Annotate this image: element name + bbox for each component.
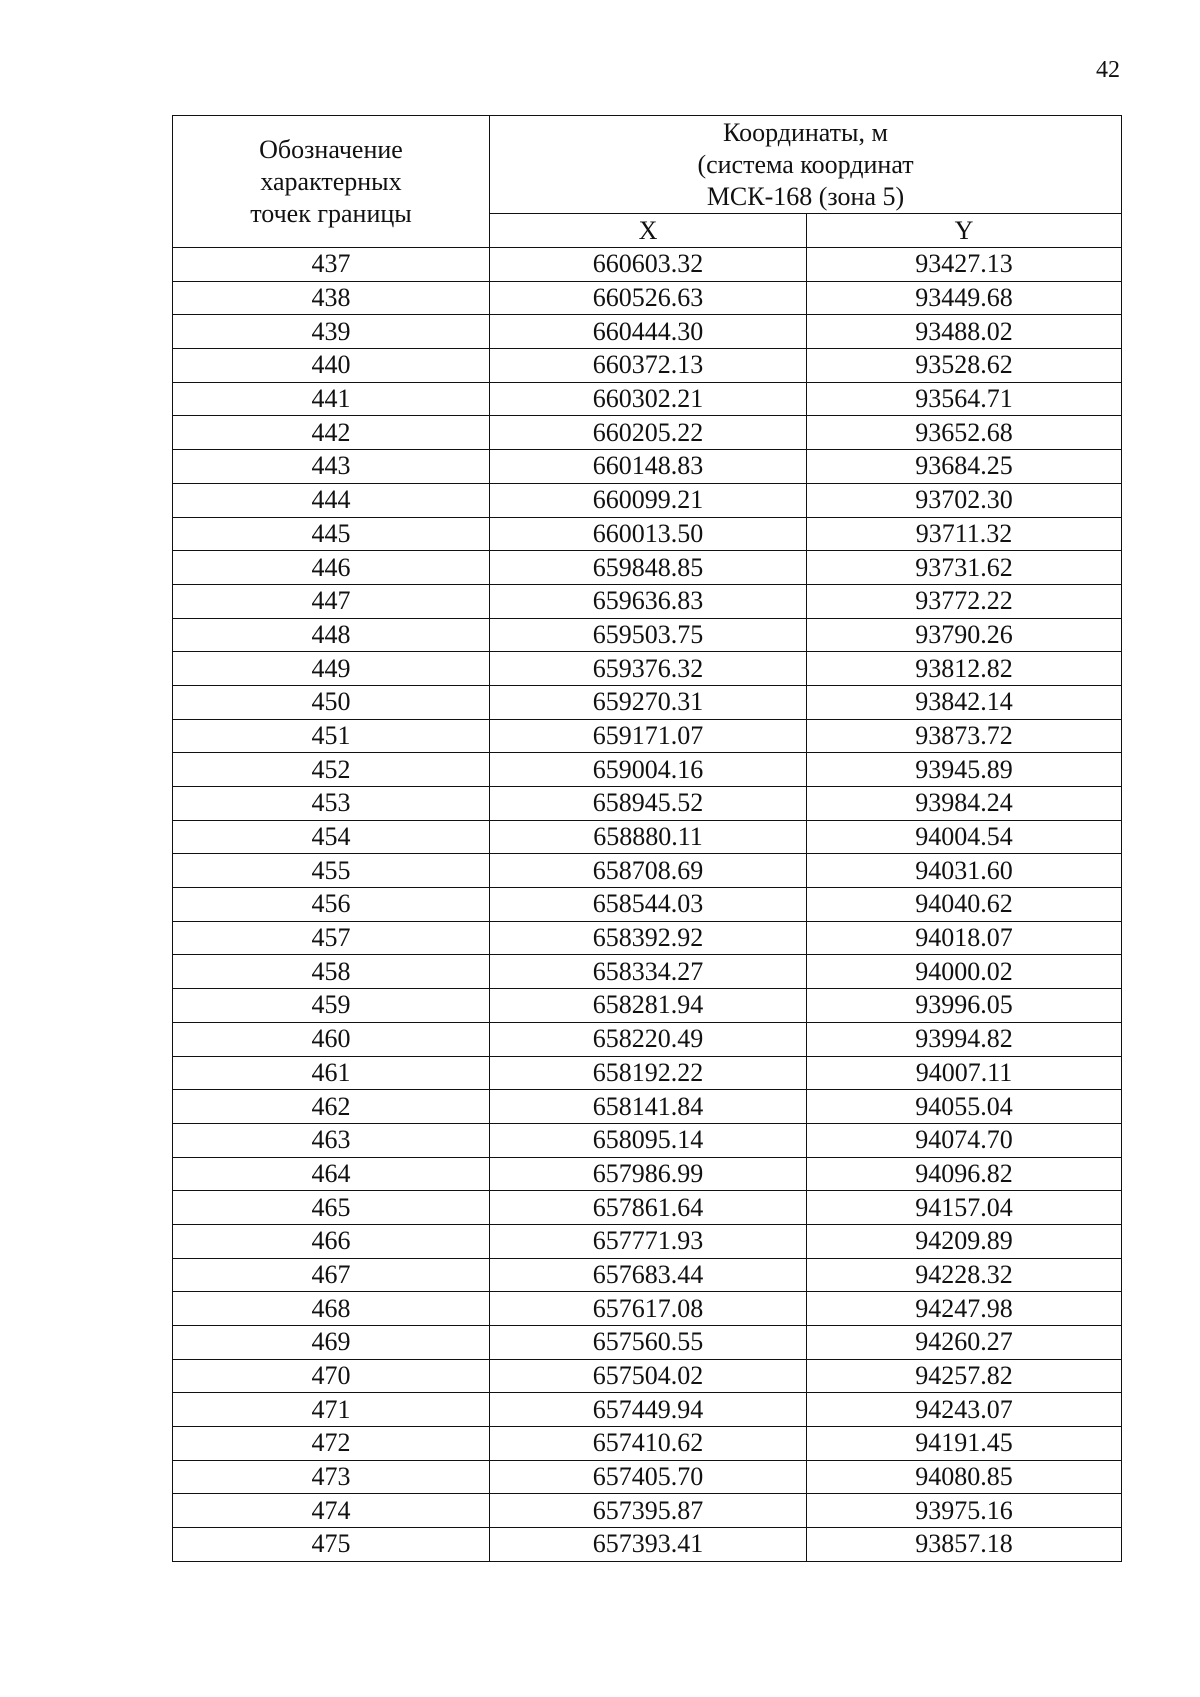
table-row <box>173 753 1122 787</box>
y-coordinate-cell: 94040.62 <box>807 888 1122 922</box>
designation-header-line: Обозначение <box>259 134 403 164</box>
coordinates-header-line: (система координат <box>697 149 914 179</box>
coordinates-header-line: Координаты, м <box>723 117 888 147</box>
y-coordinate-cell: 93812.82 <box>807 652 1122 686</box>
table-row <box>173 349 1122 383</box>
y-coordinate-cell: 94031.60 <box>807 854 1122 888</box>
y-coordinate-cell: 93975.16 <box>807 1494 1122 1528</box>
x-coordinate-cell: 659171.07 <box>490 719 807 753</box>
table-row <box>173 1123 1122 1157</box>
y-coordinate-cell: 93984.24 <box>807 787 1122 821</box>
table-row <box>173 1460 1122 1494</box>
table-row <box>173 1191 1122 1225</box>
y-coordinate-cell: 93994.82 <box>807 1022 1122 1056</box>
table-row <box>173 517 1122 551</box>
table-row <box>173 955 1122 989</box>
table-row <box>173 1427 1122 1461</box>
designation-header-line: характерных <box>260 166 402 196</box>
point-cell: 440 <box>173 349 490 383</box>
y-coordinate-cell: 94209.89 <box>807 1224 1122 1258</box>
x-coordinate-cell: 659503.75 <box>490 618 807 652</box>
point-cell: 455 <box>173 854 490 888</box>
table-row <box>173 618 1122 652</box>
point-cell: 444 <box>173 483 490 517</box>
x-coordinate-cell: 658708.69 <box>490 854 807 888</box>
table-row <box>173 1258 1122 1292</box>
point-cell: 468 <box>173 1292 490 1326</box>
x-coordinate-cell: 658281.94 <box>490 989 807 1023</box>
table-row <box>173 652 1122 686</box>
x-coordinate-cell: 660603.32 <box>490 248 807 282</box>
x-coordinate-cell: 657861.64 <box>490 1191 807 1225</box>
x-coordinate-cell: 657986.99 <box>490 1157 807 1191</box>
table-row <box>173 1393 1122 1427</box>
y-coordinate-cell: 93996.05 <box>807 989 1122 1023</box>
y-coordinate-cell: 94243.07 <box>807 1393 1122 1427</box>
table-row <box>173 1494 1122 1528</box>
point-cell: 449 <box>173 652 490 686</box>
point-cell: 466 <box>173 1224 490 1258</box>
table-row <box>173 382 1122 416</box>
x-coordinate-cell: 657405.70 <box>490 1460 807 1494</box>
x-coordinate-cell: 657771.93 <box>490 1224 807 1258</box>
y-coordinate-cell: 94004.54 <box>807 820 1122 854</box>
x-coordinate-cell: 658192.22 <box>490 1056 807 1090</box>
table-row <box>173 450 1122 484</box>
table-row <box>173 1157 1122 1191</box>
y-coordinate-cell: 94055.04 <box>807 1090 1122 1124</box>
table-row <box>173 1090 1122 1124</box>
y-coordinate-cell: 93842.14 <box>807 685 1122 719</box>
x-coordinate-cell: 659636.83 <box>490 584 807 618</box>
table-row <box>173 1022 1122 1056</box>
point-cell: 459 <box>173 989 490 1023</box>
x-coordinate-cell: 657560.55 <box>490 1326 807 1360</box>
table-row <box>173 1528 1122 1562</box>
coordinates-header-line: МСК-168 (зона 5) <box>706 181 905 211</box>
table-row <box>173 281 1122 315</box>
table-row <box>173 1224 1122 1258</box>
x-coordinate-cell: 658945.52 <box>490 787 807 821</box>
page-number: 42 <box>1096 57 1120 83</box>
y-coordinate-cell: 93528.62 <box>807 349 1122 383</box>
point-cell: 457 <box>173 921 490 955</box>
point-cell: 462 <box>173 1090 490 1124</box>
y-coordinate-cell: 93684.25 <box>807 450 1122 484</box>
table-row <box>173 888 1122 922</box>
point-cell: 456 <box>173 888 490 922</box>
table-row <box>173 685 1122 719</box>
table-row <box>173 551 1122 585</box>
coordinates-table <box>172 115 1122 1562</box>
point-cell: 467 <box>173 1258 490 1292</box>
x-coordinate-cell: 657683.44 <box>490 1258 807 1292</box>
y-coordinate-cell: 94000.02 <box>807 955 1122 989</box>
table-row <box>173 787 1122 821</box>
point-cell: 464 <box>173 1157 490 1191</box>
table-header <box>173 116 1122 248</box>
table-row <box>173 584 1122 618</box>
table-row <box>173 1292 1122 1326</box>
y-coordinate-cell: 94007.11 <box>807 1056 1122 1090</box>
y-coordinate-cell: 93652.68 <box>807 416 1122 450</box>
y-coordinate-cell: 94247.98 <box>807 1292 1122 1326</box>
x-coordinate-cell: 659270.31 <box>490 685 807 719</box>
point-cell: 442 <box>173 416 490 450</box>
table-row <box>173 1056 1122 1090</box>
point-cell: 463 <box>173 1123 490 1157</box>
y-coordinate-cell: 93449.68 <box>807 281 1122 315</box>
y-coordinate-cell: 94096.82 <box>807 1157 1122 1191</box>
table-row <box>173 315 1122 349</box>
table-row <box>173 1359 1122 1393</box>
y-coordinate-cell: 93873.72 <box>807 719 1122 753</box>
point-cell: 470 <box>173 1359 490 1393</box>
y-coordinate-cell: 93731.62 <box>807 551 1122 585</box>
y-coordinate-cell: 93945.89 <box>807 753 1122 787</box>
point-cell: 472 <box>173 1427 490 1461</box>
table-row <box>173 921 1122 955</box>
x-coordinate-cell: 659848.85 <box>490 551 807 585</box>
x-coordinate-cell: 660148.83 <box>490 450 807 484</box>
y-coordinate-cell: 94080.85 <box>807 1460 1122 1494</box>
table-row <box>173 1326 1122 1360</box>
table-row <box>173 820 1122 854</box>
x-coordinate-cell: 660013.50 <box>490 517 807 551</box>
x-coordinate-cell: 660205.22 <box>490 416 807 450</box>
table-row <box>173 416 1122 450</box>
point-cell: 453 <box>173 787 490 821</box>
x-coordinate-cell: 657504.02 <box>490 1359 807 1393</box>
point-cell: 441 <box>173 382 490 416</box>
x-coordinate-cell: 657617.08 <box>490 1292 807 1326</box>
point-cell: 460 <box>173 1022 490 1056</box>
table-row <box>173 483 1122 517</box>
point-cell: 473 <box>173 1460 490 1494</box>
x-coordinate-cell: 660444.30 <box>490 315 807 349</box>
x-coordinate-cell: 658392.92 <box>490 921 807 955</box>
x-coordinate-cell: 660526.63 <box>490 281 807 315</box>
point-cell: 447 <box>173 584 490 618</box>
x-coordinate-cell: 657410.62 <box>490 1427 807 1461</box>
point-cell: 471 <box>173 1393 490 1427</box>
x-coordinate-cell: 658141.84 <box>490 1090 807 1124</box>
point-cell: 439 <box>173 315 490 349</box>
designation-header-line: точек границы <box>250 198 412 228</box>
point-cell: 452 <box>173 753 490 787</box>
x-coordinate-cell: 658220.49 <box>490 1022 807 1056</box>
x-coordinate-cell: 659376.32 <box>490 652 807 686</box>
point-cell: 469 <box>173 1326 490 1360</box>
y-coordinate-cell: 94257.82 <box>807 1359 1122 1393</box>
coordinates-header <box>490 116 1122 214</box>
point-cell: 461 <box>173 1056 490 1090</box>
x-coordinate-cell: 657395.87 <box>490 1494 807 1528</box>
point-cell: 445 <box>173 517 490 551</box>
y-column-header: Y <box>807 214 1122 248</box>
point-cell: 454 <box>173 820 490 854</box>
y-coordinate-cell: 94260.27 <box>807 1326 1122 1360</box>
y-coordinate-cell: 94074.70 <box>807 1123 1122 1157</box>
x-coordinate-cell: 658880.11 <box>490 820 807 854</box>
point-cell: 475 <box>173 1528 490 1562</box>
y-coordinate-cell: 93790.26 <box>807 618 1122 652</box>
point-cell: 458 <box>173 955 490 989</box>
x-coordinate-cell: 658334.27 <box>490 955 807 989</box>
x-coordinate-cell: 658095.14 <box>490 1123 807 1157</box>
x-coordinate-cell: 660302.21 <box>490 382 807 416</box>
x-coordinate-cell: 659004.16 <box>490 753 807 787</box>
table-body <box>173 248 1122 1562</box>
y-coordinate-cell: 93488.02 <box>807 315 1122 349</box>
y-coordinate-cell: 93427.13 <box>807 248 1122 282</box>
y-coordinate-cell: 93772.22 <box>807 584 1122 618</box>
table-row <box>173 989 1122 1023</box>
x-coordinate-cell: 660372.13 <box>490 349 807 383</box>
y-coordinate-cell: 94157.04 <box>807 1191 1122 1225</box>
point-cell: 451 <box>173 719 490 753</box>
point-cell: 438 <box>173 281 490 315</box>
point-cell: 446 <box>173 551 490 585</box>
point-cell: 437 <box>173 248 490 282</box>
designation-header <box>173 116 490 248</box>
point-cell: 474 <box>173 1494 490 1528</box>
y-coordinate-cell: 93711.32 <box>807 517 1122 551</box>
y-coordinate-cell: 93564.71 <box>807 382 1122 416</box>
point-cell: 448 <box>173 618 490 652</box>
y-coordinate-cell: 94228.32 <box>807 1258 1122 1292</box>
point-cell: 443 <box>173 450 490 484</box>
y-coordinate-cell: 93702.30 <box>807 483 1122 517</box>
y-coordinate-cell: 94018.07 <box>807 921 1122 955</box>
x-coordinate-cell: 658544.03 <box>490 888 807 922</box>
table-row <box>173 719 1122 753</box>
x-coordinate-cell: 660099.21 <box>490 483 807 517</box>
y-coordinate-cell: 94191.45 <box>807 1427 1122 1461</box>
point-cell: 450 <box>173 685 490 719</box>
point-cell: 465 <box>173 1191 490 1225</box>
x-coordinate-cell: 657449.94 <box>490 1393 807 1427</box>
table-row <box>173 248 1122 282</box>
table-row <box>173 854 1122 888</box>
x-coordinate-cell: 657393.41 <box>490 1528 807 1562</box>
x-column-header: X <box>490 214 807 248</box>
y-coordinate-cell: 93857.18 <box>807 1528 1122 1562</box>
